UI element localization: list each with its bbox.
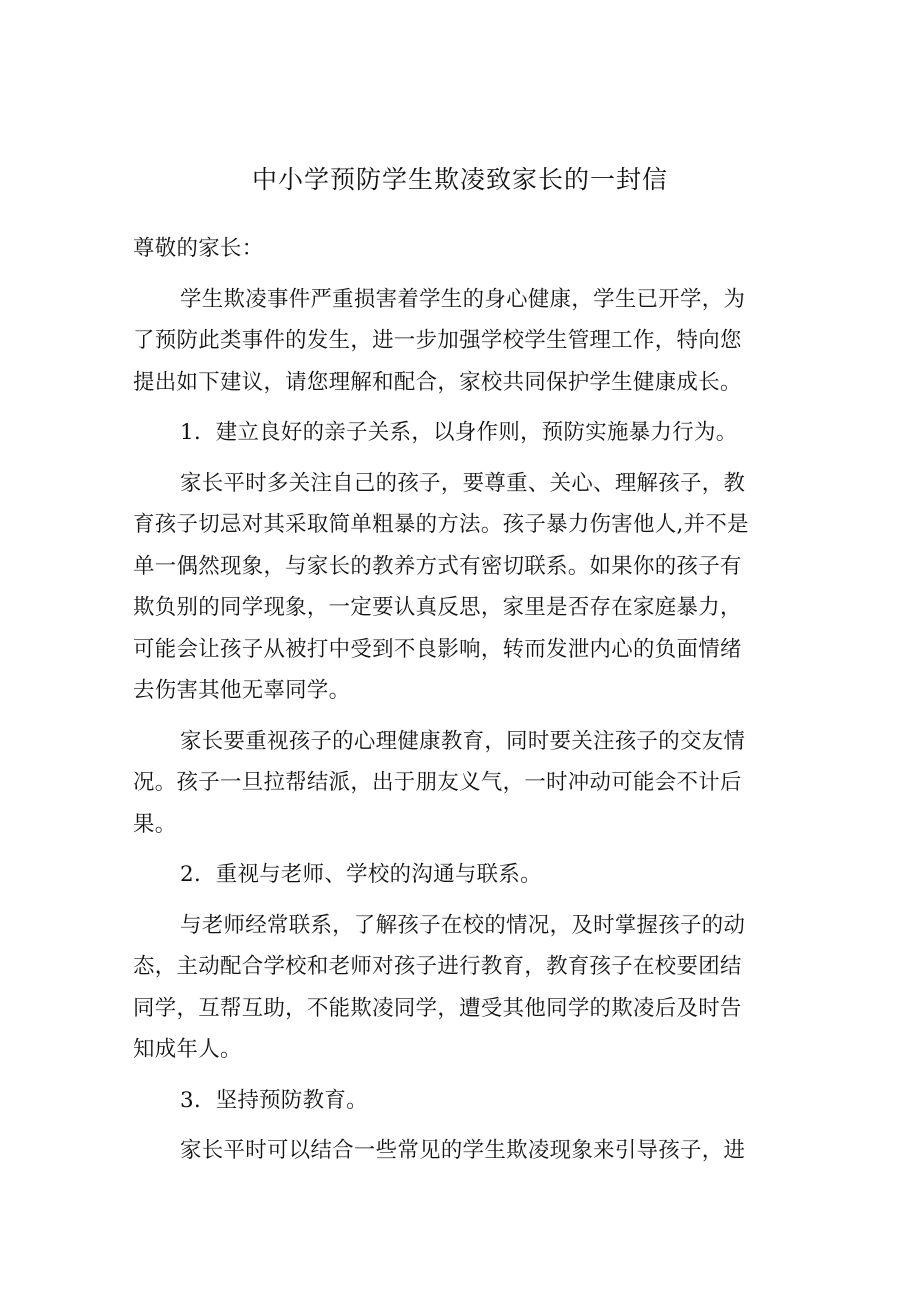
paragraph-parent-attention xyxy=(133,463,793,712)
paragraph-line: 单一偶然现象，与家长的教养方式有密切联系。如果你的孩子有 xyxy=(133,553,742,579)
paragraph-line: 家长要重视孩子的心理健康教育，同时要关注孩子的交友情 xyxy=(180,728,746,754)
paragraph-line: 欺负别的同学现象，一定要认真反思，家里是否存在家庭暴力， xyxy=(133,595,742,620)
paragraph-line: 学生欺凌事件严重损害着学生的身心健康，学生已开学，为 xyxy=(180,286,746,312)
paragraph-line: 同学，互帮互助，不能欺凌同学，遭受其他同学的欺凌后及时告 xyxy=(133,995,742,1021)
paragraph-intro xyxy=(133,279,793,404)
list-item-1-heading: 1．建立良好的亲子关系，以身作则，预防实施暴力行为。 xyxy=(180,420,738,445)
paragraph-line: 态，主动配合学校和老师对孩子进行教育，教育孩子在校要团结 xyxy=(133,954,742,979)
letter-body xyxy=(133,228,793,1172)
paragraph-line: 知成年人。 xyxy=(133,1037,242,1062)
paragraph-line: 况。孩子一旦拉帮结派，出于朋友义气，一时冲动可能会不计后 xyxy=(133,770,742,795)
paragraph-line: 家长平时多关注自己的孩子，要尊重、关心、理解孩子，教 xyxy=(180,470,746,496)
document-title: 中小学预防学生欺凌致家长的一封信 xyxy=(251,165,668,194)
paragraph-line: 可能会让孩子从被打中受到不良影响，转而发泄内心的负面情绪 xyxy=(133,636,742,662)
paragraph-line: 去伤害其他无辜同学。 xyxy=(133,678,351,703)
paragraph-line: 与老师经常联系，了解孩子在校的情况，及时掌握孩子的动 xyxy=(180,912,746,938)
list-item-2-heading: 2．重视与老师、学校的沟通与联系。 xyxy=(180,862,542,887)
list-item-3-heading: 3．坚持预防教育。 xyxy=(180,1087,368,1113)
paragraph-prevention xyxy=(133,1130,793,1172)
paragraph-mental-health xyxy=(133,721,793,846)
paragraph-teacher-contact xyxy=(133,905,793,1071)
salutation: 尊敬的家长： xyxy=(133,236,264,261)
paragraph-line: 家长平时可以结合一些常见的学生欺凌现象来引导孩子，进 xyxy=(180,1138,746,1163)
paragraph-line: 育孩子切忌对其采取简单粗暴的方法。孩子暴力伤害他人,并不是 xyxy=(133,512,749,537)
paragraph-line: 了预防此类事件的发生，进一步加强学校学生管理工作，特向您 xyxy=(133,328,742,353)
paragraph-line: 果。 xyxy=(133,811,177,837)
paragraph-line: 提出如下建议，请您理解和配合，家校共同保护学生健康成长。 xyxy=(133,369,742,395)
